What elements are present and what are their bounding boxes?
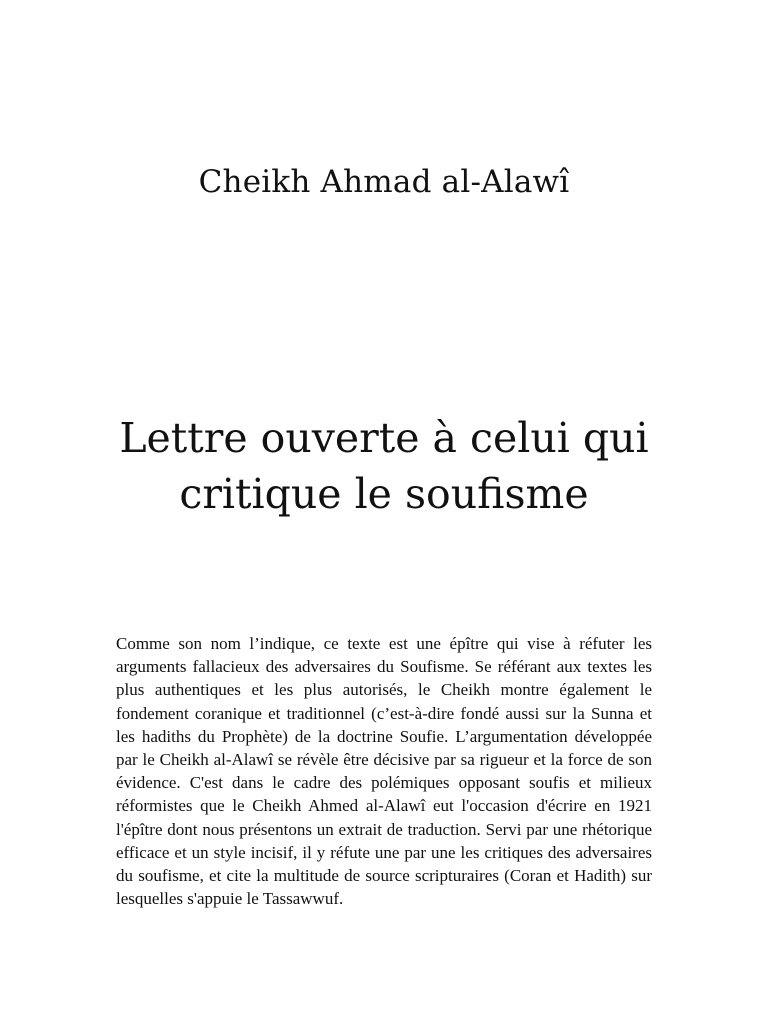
abstract-paragraph: Comme son nom l’indique, ce texte est une épître qui vise à réfuter les arguments fallacieux des adversaires du Soufisme. Se référant aux textes les plus authentiques et les plus autorisés, le Cheikh montre également le fondement coranique et traditionnel (c’est-à-dire fondé aussi sur la Sunna et les hadiths du Prophète) de la doctrine Soufie. L’argumentation développée par le Cheikh al-Alawî se révèle être décisive par sa rigueur et la force de son évidence. C'est dans le cadre des polémiques opposant soufis et milieux réformistes que le Cheikh Ahmed al-Alawî eut l'occasion d'écrire en 1921 l'épître dont nous présentons un extrait de traduction. Servi par une rhétorique efficace et un style incisif, il y réfute une par une les critiques des adversaires du soufisme, et cite la multitude de source scripturaires (Coran et Hadith) sur lesquelles s'appuie le Tassawwuf. — [116, 634, 652, 909]
author-name: Cheikh Ahmad al-Alawî — [198, 164, 570, 200]
book-title-line-2: critique le soufisme — [179, 470, 589, 518]
book-title-line-1: Lettre ouverte à celui qui — [119, 414, 649, 462]
book-title — [0, 410, 768, 522]
